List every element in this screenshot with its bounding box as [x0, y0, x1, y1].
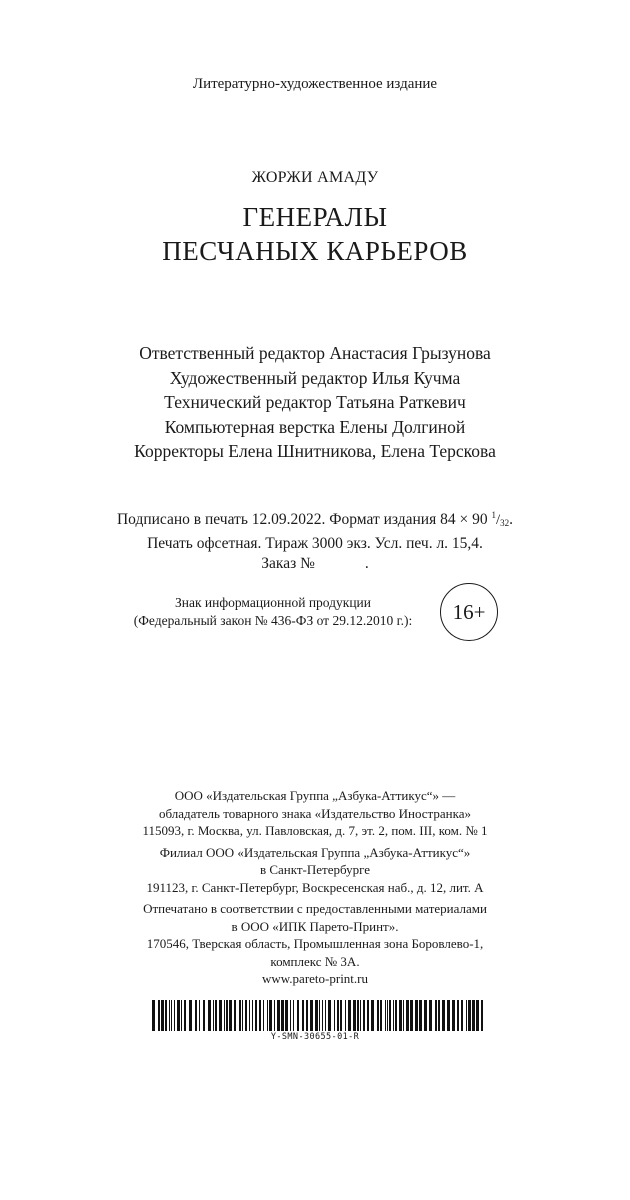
- barcode-bar: [208, 1000, 211, 1031]
- barcode-bar: [285, 1000, 288, 1031]
- barcode-bar: [345, 1000, 346, 1031]
- barcode-bar: [461, 1000, 463, 1031]
- barcode-bar: [310, 1000, 313, 1031]
- barcode-bar: [424, 1000, 427, 1031]
- format-denominator: 32: [500, 518, 510, 528]
- barcode-bar: [297, 1000, 299, 1031]
- print-order-line: [0, 554, 630, 575]
- barcode-bar: [195, 1000, 197, 1031]
- barcode-bar: [259, 1000, 261, 1031]
- barcode-bar: [152, 1000, 155, 1031]
- barcode-bar: [171, 1000, 172, 1031]
- barcode-bar: [249, 1000, 250, 1031]
- barcode-bar: [267, 1000, 268, 1031]
- barcode-bar: [315, 1000, 318, 1031]
- printer-line-3: 170546, Тверская область, Промышленная зона Боровлево-1,: [146, 936, 484, 951]
- publisher-branch: [0, 844, 630, 897]
- barcode-bar: [224, 1000, 225, 1031]
- publisher-main-address: 115093, г. Москва, ул. Павловская, д. 7, эт. 2, пом. III, ком. № 1: [142, 823, 488, 838]
- barcode-bar: [302, 1000, 304, 1031]
- barcode-bar: [403, 1000, 404, 1031]
- print-info-line-1-end: .: [509, 511, 514, 528]
- barcode-bar: [387, 1000, 388, 1031]
- barcode-bar: [395, 1000, 397, 1031]
- barcode-bar: [385, 1000, 386, 1031]
- publisher-branch-address: 191123, г. Санкт-Петербург, Воскресенская наб., д. 12, лит. А: [146, 879, 484, 895]
- barcode-bar: [290, 1000, 291, 1031]
- publisher-block: [0, 787, 630, 992]
- barcode-bar: [363, 1000, 365, 1031]
- barcode-bar: [184, 1000, 186, 1031]
- barcode-bar: [371, 1000, 374, 1031]
- barcode-image: [152, 1000, 483, 1031]
- credit-art-editor: Художественный редактор Илья Кучма: [169, 367, 461, 388]
- printer-line-2: в ООО «ИПК Парето-Принт».: [231, 918, 399, 934]
- book-author: ЖОРЖИ АМАДУ: [251, 169, 379, 186]
- credits-block: [0, 341, 630, 464]
- barcode-bar: [367, 1000, 369, 1031]
- barcode-bar: [165, 1000, 167, 1031]
- printer-line-1: Отпечатано в соответствии с предоставленными материалами: [143, 901, 487, 916]
- barcode-bar: [169, 1000, 170, 1031]
- order-label: Заказ №: [261, 555, 315, 572]
- barcode-bar: [281, 1000, 284, 1031]
- barcode-bar: [357, 1000, 359, 1031]
- barcode-bar: [177, 1000, 180, 1031]
- barcode-bar: [348, 1000, 351, 1031]
- barcode-bar: [239, 1000, 241, 1031]
- barcode-bar: [429, 1000, 432, 1031]
- barcode-bar: [215, 1000, 217, 1031]
- barcode-bar: [189, 1000, 192, 1031]
- barcode-bar: [181, 1000, 182, 1031]
- barcode-bar: [419, 1000, 422, 1031]
- barcode-bar: [263, 1000, 264, 1031]
- barcode-code: Y-SMN-30655-01-R: [270, 1032, 360, 1042]
- barcode-bar: [410, 1000, 413, 1031]
- publisher-main-line-2: обладатель товарного знака «Издательство Иностранка»: [158, 805, 472, 821]
- barcode-bar: [322, 1000, 323, 1031]
- barcode-bar: [447, 1000, 450, 1031]
- edition-type: Литературно-художественное издание: [192, 76, 438, 92]
- barcode-bar: [306, 1000, 308, 1031]
- barcode-bar: [452, 1000, 455, 1031]
- barcode-bar: [393, 1000, 394, 1031]
- barcode-bar: [234, 1000, 236, 1031]
- barcode-bar: [466, 1000, 467, 1031]
- barcode-bar: [226, 1000, 228, 1031]
- age-rating-line-1: Знак информационной продукции: [174, 595, 372, 610]
- barcode-bar: [174, 1000, 175, 1031]
- barcode-bar: [380, 1000, 382, 1031]
- barcode-bar: [161, 1000, 164, 1031]
- format-numerator: 1: [491, 510, 496, 520]
- barcode-bar: [442, 1000, 445, 1031]
- barcode-bar: [293, 1000, 294, 1031]
- publisher-main-line-1: ООО «Издательская Группа „Азбука-Аттикус“» —: [174, 788, 456, 803]
- barcode-bar: [435, 1000, 437, 1031]
- print-info-line-1: [0, 505, 630, 534]
- credit-executive-editor: Ответственный редактор Анастасия Грызунова: [139, 343, 491, 363]
- barcode-bar: [334, 1000, 335, 1031]
- publisher-branch-line-2: в Санкт-Петербурге: [259, 862, 371, 877]
- barcode-bar: [360, 1000, 361, 1031]
- printer-line-4: комплекс № 3А.: [270, 953, 360, 969]
- age-rating-badge: 16+: [440, 583, 498, 641]
- print-info-line-2: Печать офсетная. Тираж 3000 экз. Усл. печ. л. 15,4.: [147, 534, 483, 552]
- barcode-bar: [255, 1000, 257, 1031]
- printer-website: www.pareto-print.ru: [261, 971, 368, 986]
- barcode-bar: [353, 1000, 356, 1031]
- barcode-bar: [269, 1000, 272, 1031]
- barcode-bar: [213, 1000, 214, 1031]
- format-slash: /: [495, 512, 501, 528]
- print-info-block: [0, 505, 630, 575]
- barcode-bar: [203, 1000, 205, 1031]
- barcode-bar: [325, 1000, 326, 1031]
- format-fraction: [491, 512, 509, 528]
- barcode-bar: [457, 1000, 459, 1031]
- barcode-bar: [406, 1000, 409, 1031]
- age-rating-text: [120, 594, 426, 630]
- barcode-bar: [472, 1000, 475, 1031]
- barcode-bar: [337, 1000, 339, 1031]
- barcode-bar: [415, 1000, 418, 1031]
- barcode-bar: [252, 1000, 253, 1031]
- book-title-line-2: ПЕСЧАНЫХ КАРЬЕРОВ: [162, 236, 468, 266]
- barcode-bar: [328, 1000, 331, 1031]
- barcode-bar: [481, 1000, 483, 1031]
- barcode-bar: [158, 1000, 160, 1031]
- barcode-bar: [476, 1000, 479, 1031]
- barcode-bar: [438, 1000, 440, 1031]
- barcode-bar: [377, 1000, 379, 1031]
- barcode-bar: [274, 1000, 275, 1031]
- age-rating-line-2: (Федеральный закон № 436-ФЗ от 29.12.2010 г.):: [133, 613, 413, 628]
- barcode-bar: [199, 1000, 200, 1031]
- barcode-bar: [389, 1000, 391, 1031]
- order-suffix: .: [364, 555, 369, 572]
- credit-technical-editor: Технический редактор Татьяна Раткевич: [164, 392, 466, 413]
- print-signed-format: Подписано в печать 12.09.2022. Формат издания 84 × 90: [116, 511, 488, 528]
- barcode-bar: [245, 1000, 247, 1031]
- barcode-bar: [277, 1000, 280, 1031]
- barcode-bar: [340, 1000, 342, 1031]
- barcode-bar: [242, 1000, 243, 1031]
- publisher-branch-line-1: Филиал ООО «Издательская Группа „Азбука-Аттикус“»: [159, 844, 471, 860]
- barcode-bar: [229, 1000, 232, 1031]
- barcode-bar: [319, 1000, 320, 1031]
- credit-layout: Компьютерная верстка Елены Долгиной: [164, 416, 466, 437]
- barcode-bar: [399, 1000, 402, 1031]
- barcode-bar: [468, 1000, 471, 1031]
- credit-proofreaders: Корректоры Елена Шнитникова, Елена Терскова: [134, 441, 496, 462]
- barcode-bar: [219, 1000, 222, 1031]
- book-title-line-1: ГЕНЕРАЛЫ: [242, 202, 388, 232]
- printer-info: [0, 900, 630, 988]
- publisher-main: [0, 787, 630, 840]
